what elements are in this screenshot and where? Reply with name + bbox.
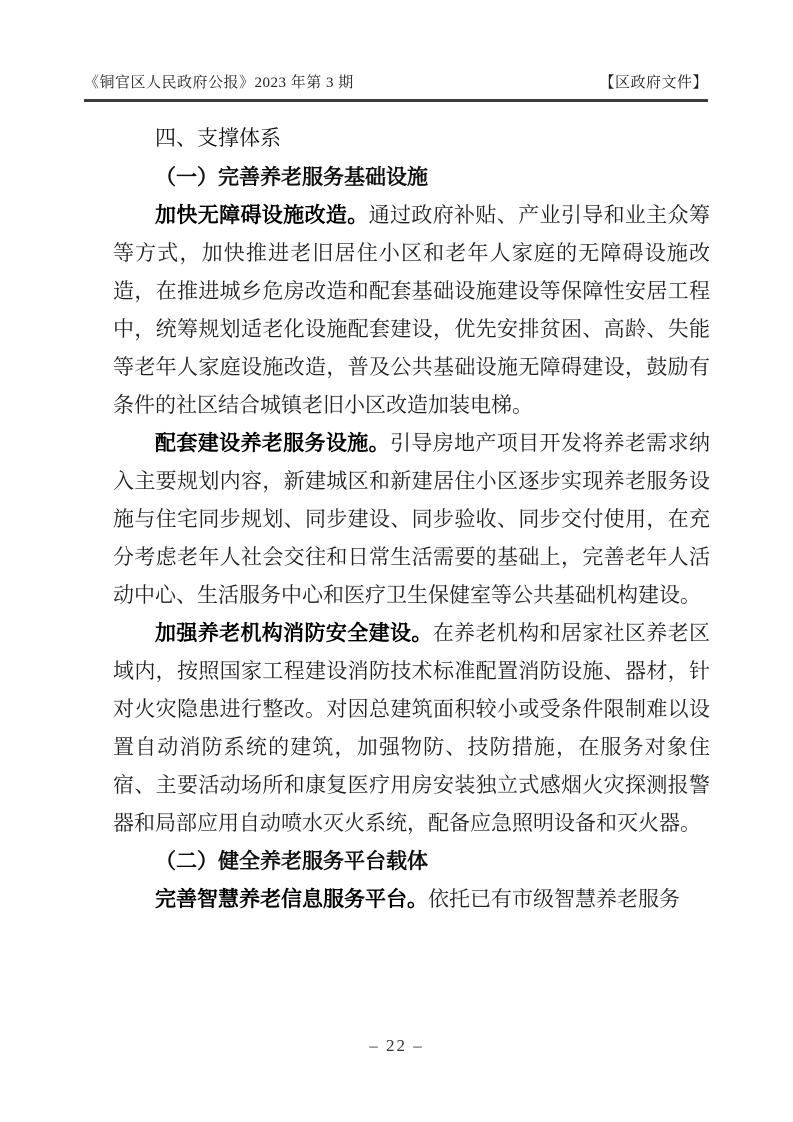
page-number: – 22 – [369,1036,424,1055]
paragraph-text: 通过政府补贴、产业引导和业主众筹等方式，加快推进老旧居住小区和老年人家庭的无障碍设施改造，在推进城乡危房改造和配套基础设施建设等保障性安居工程中，统筹规划适老化设施配套建设，优先安排贫困、高龄、失能等老年人家庭设施改造，普及公共基础设施无障碍建设，鼓励有条件的社区结合城镇老旧小区改造加装电梯。 [113,203,711,417]
paragraph-fire-safety [113,614,710,842]
paragraph-lead: 加快无障碍设施改造。 [155,203,369,227]
page-footer [0,1036,793,1056]
paragraph-lead: 配套建设养老服务设施。 [155,431,390,455]
paragraph-smart-elderly-platform [113,880,710,918]
subsection-2-heading: （二）健全养老服务平台载体 [155,849,428,873]
paragraph-lead: 完善智慧养老信息服务平台。 [155,887,428,911]
document-body [113,120,710,918]
paragraph-text: 依托已有市级智慧养老服务 [428,887,680,911]
document-category-label: 【区政府文件】 [599,75,708,91]
page-header [84,71,708,102]
paragraph-elderly-facilities [113,424,710,614]
paragraph-accessibility-renovation [113,196,710,424]
paragraph-text: 引导房地产项目开发将养老需求纳入主要规划内容，新建城区和新建居住小区逐步实现养老服务设施与住宅同步规划、同步建设、同步验收、同步交付使用，在充分考虑老年人社会交往和日常生活需要的基础上，完善老年人活动中心、生活服务中心和医疗卫生保健室等公共基础机构建设。 [113,431,711,607]
paragraph-text: 在养老机构和居家社区养老区域内，按照国家工程建设消防技术标准配置消防设施、器材，针对火灾隐患进行整改。对因总建筑面积较小或受条件限制难以设置自动消防系统的建筑，加强物防、技防措施，在服务对象住宿、主要活动场所和康复医疗用房安装独立式感烟火灾探测报警器和局部应用自动喷水灭火系统，配备应急照明设备和灭火器。 [113,621,711,835]
gazette-title: 《铜官区人民政府公报》2023 年第 3 期 [84,75,354,91]
subsection-1-heading: （一）完善养老服务基础设施 [155,165,428,189]
paragraph-lead: 加强养老机构消防安全建设。 [155,621,433,645]
section-heading: 四、支撑体系 [155,127,281,150]
